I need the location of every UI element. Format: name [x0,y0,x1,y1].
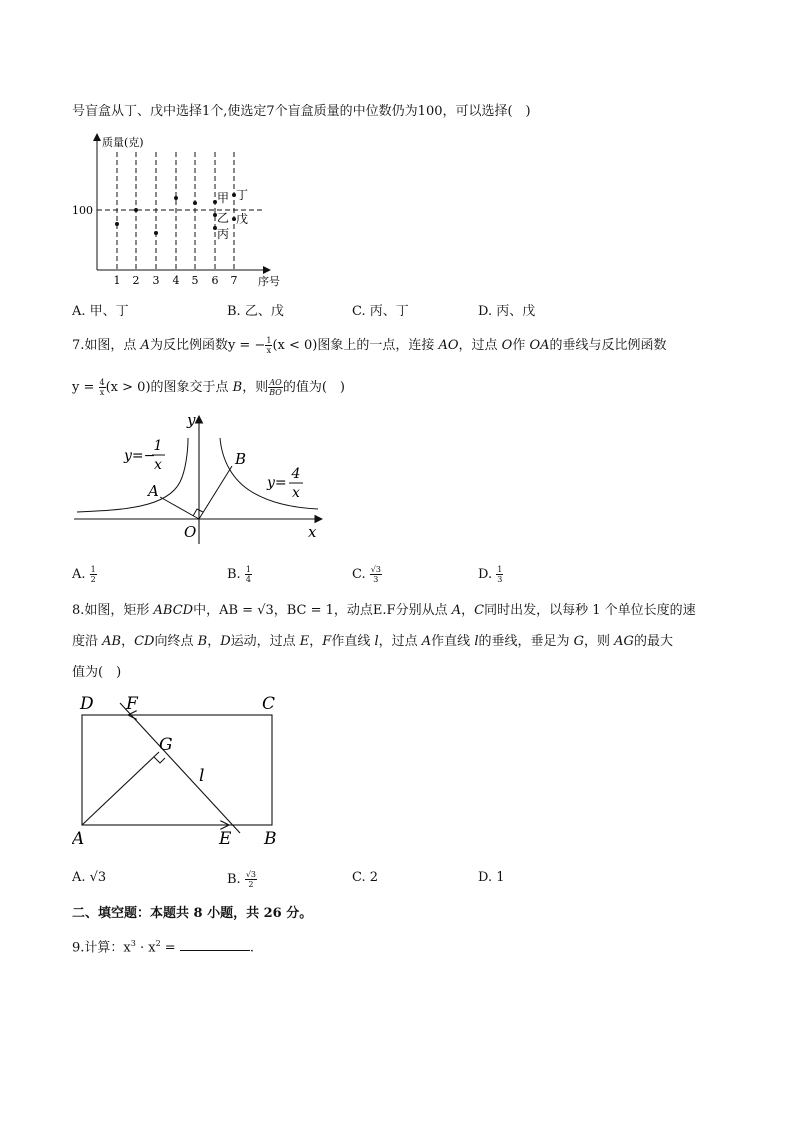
q8-options [72,870,732,888]
eq2-den: x [292,485,300,501]
label-B: B [264,829,277,849]
option-d[interactable]: D. 丙、戊 [478,304,536,319]
q8-line1: 8.如图，矩形 ABCD中，AB = √3，BC = 1，动点E.F分别从点 A，C同时出发，以每秒 1 个单位长度的速 [72,603,696,618]
option-a[interactable]: A. √3 [72,870,107,885]
x-tick: 4 [172,274,180,287]
label-G: G [159,735,173,755]
data-point [134,208,138,212]
x-axis-label: 序号 [258,275,280,288]
point-b-label: B [235,450,247,468]
q6-chart [70,128,285,288]
data-point [115,222,119,226]
option-b[interactable]: B. 乙、戊 [227,304,284,319]
line-l [120,703,240,833]
right-angle-mark [154,757,165,763]
label-A: A [72,829,85,849]
point-label-wu: 戊 [236,212,249,226]
point-a-label: A [148,482,159,500]
segment-AG [82,752,159,825]
label-F: F [126,694,138,714]
label-C: C [262,694,276,714]
q9-line: 9.计算：$x^3 \cdot x^2$ = . [72,939,254,956]
x-tick: 2 [132,274,140,287]
q7-options [72,565,732,583]
data-point [174,196,178,200]
option-a[interactable]: A. 甲、丁 [72,304,129,319]
option-c[interactable]: C. 丙、丁 [352,304,409,319]
point-label-yi: 乙 [217,211,230,225]
option-c[interactable]: C. $\frac{√3}{3}$ [352,565,381,584]
option-a[interactable]: A. $\frac{1}{2}$ [72,565,96,584]
eq1-prefix: y=− [124,448,156,464]
section-heading: 二、填空题：本题共 8 小题，共 26 分。 [72,906,313,921]
option-d[interactable]: D. $\frac{1}{3}$ [478,565,503,584]
point-label-jia: 甲 [217,191,230,205]
point-label-bing: 丙 [217,227,230,241]
x-tick: 7 [230,274,238,287]
option-b[interactable]: B. $\frac{1}{4}$ [227,565,251,584]
eq1-den: x [154,457,162,473]
q6-options [72,300,732,318]
y-axis-label: y [187,411,196,429]
origin-label: O [184,523,197,541]
q8-line2: 度沿 AB，CD向终点 B，D运动，过点 E，F作直线 l，过点 A作直线 l的垂线，垂足为 G，则 AG的最大 [72,634,673,649]
option-b[interactable]: B. $\frac{√3}{2}$ [227,870,257,889]
y-axis-label: 质量(克) [102,136,144,149]
x-tick: 3 [152,274,160,287]
eq1-num: 1 [153,438,163,454]
x-tick: 6 [211,274,219,287]
data-point [154,231,158,235]
x-axis-label: x [308,523,317,541]
label-l: l [199,766,205,786]
eq2-prefix: y= [267,475,287,491]
q7-line1: 7.如图，点 A为反比例函数y = − $\frac{1}{x}$ (x < 0)图象上的一点，连接 AO，过点 O作 OA的垂线与反比例函数 [72,336,667,355]
answer-blank[interactable] [180,938,250,951]
q8-line3: 值为( ) [72,665,122,680]
q8-figure [72,690,287,850]
label-D: D [80,694,94,714]
q7-line2: y = $\frac{4}{x}$ (x > 0)的图象交于点 B，则 $\frac{AO}{BO}$ 的值为( ) [72,378,345,397]
q7-figure [72,410,327,545]
option-d[interactable]: D. 1 [478,870,505,885]
rectangle-ABCD [82,715,272,825]
curve-right [220,438,318,509]
x-tick: 5 [191,274,199,287]
ref-label: 100 [72,204,93,217]
q6-text: 号盲盒从丁、戊中选择1个,使选定7个盲盒质量的中位数仍为100，可以选择( ) [72,104,531,119]
option-c[interactable]: C. 2 [352,870,379,885]
point-label-ding: 丁 [236,188,249,202]
segment-BO [199,466,232,519]
x-tick: 1 [113,274,121,287]
label-E: E [219,829,232,849]
data-point [193,201,197,205]
eq2-num: 4 [291,466,301,482]
